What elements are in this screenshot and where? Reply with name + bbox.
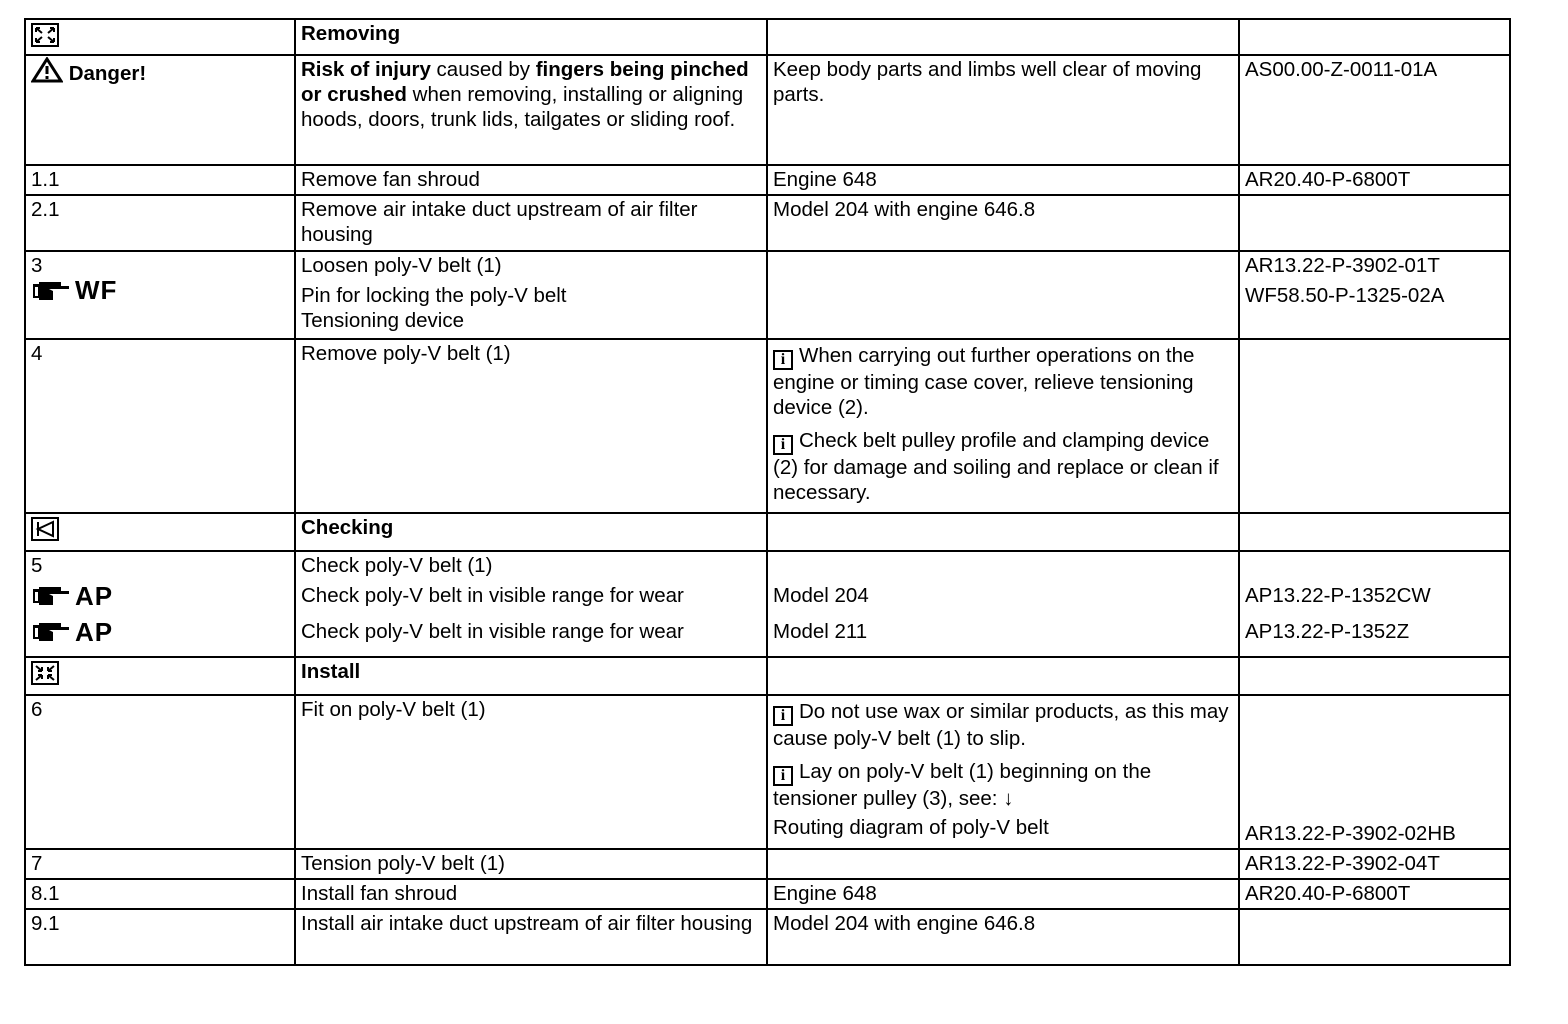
step-action: Install fan shroud xyxy=(295,879,767,909)
info-note: i When carrying out further operations on the engine or timing case cover, relieve tensioning device (2). xyxy=(773,344,1195,419)
step-number: 4 xyxy=(25,339,295,513)
info-note: i Check belt pulley profile and clamping device (2) for damage and soiling and replace or clean if necessary. xyxy=(773,429,1219,504)
step-action: Loosen poly-V belt (1) xyxy=(301,254,502,277)
step-number: 5 xyxy=(31,554,43,577)
step-ref xyxy=(1239,909,1510,965)
table-row xyxy=(25,879,1510,909)
test-procedure-symbol: AP xyxy=(31,614,290,650)
step-ref: AR20.40-P-6800T xyxy=(1239,879,1510,909)
step-action: Tension poly-V belt (1) xyxy=(295,849,767,879)
info-note: i Do not use wax or similar products, as this may cause poly-V belt (1) to slip. xyxy=(773,700,1229,750)
table-row xyxy=(25,339,1510,513)
step-note: Engine 648 xyxy=(767,879,1239,909)
checking-icon xyxy=(31,517,59,541)
step-ref: AR13.22-P-3902-01T xyxy=(1245,254,1440,277)
section-title-install: Install xyxy=(295,657,767,695)
step-ref: AP13.22-P-1352Z xyxy=(1245,620,1410,643)
step-number: 7 xyxy=(25,849,295,879)
table-row xyxy=(25,165,1510,195)
step-action-detail: Check poly-V belt in visible range for wear xyxy=(301,584,684,607)
step-number: 2.1 xyxy=(25,195,295,251)
workshop-equipment-symbol: WF xyxy=(31,278,117,303)
section-row-install xyxy=(25,657,1510,695)
step-action-detail: Check poly-V belt in visible range for wear xyxy=(301,620,684,643)
test-procedure-symbol: AP xyxy=(31,578,290,614)
arrow-down-icon: ↓ xyxy=(1003,787,1014,810)
info-icon: i xyxy=(773,706,793,726)
step-action: Remove fan shroud xyxy=(295,165,767,195)
step-number: 6 xyxy=(25,695,295,849)
install-icon xyxy=(31,661,59,685)
step-action: Install air intake duct upstream of air filter housing xyxy=(295,909,767,965)
step-note: Engine 648 xyxy=(767,165,1239,195)
danger-text: Risk of injury caused by fingers being pinched or crushed when removing, installing or aligning hoods, doors, trunk lids, tailgates or sliding roof. xyxy=(295,55,767,165)
table-row xyxy=(25,551,1510,657)
table-row xyxy=(25,251,1510,339)
procedure-table xyxy=(24,18,1511,966)
table-row xyxy=(25,195,1510,251)
pointing-hand-icon xyxy=(31,621,71,643)
table-row xyxy=(25,849,1510,879)
step-note: Model 204 with engine 646.8 xyxy=(767,195,1239,251)
step-number: 3 xyxy=(31,254,43,277)
step-number: 8.1 xyxy=(25,879,295,909)
section-row-removing xyxy=(25,19,1510,55)
step-note xyxy=(767,849,1239,879)
step-ref xyxy=(1239,195,1510,251)
step-note: Model 204 with engine 646.8 xyxy=(767,909,1239,965)
step-number: 9.1 xyxy=(25,909,295,965)
danger-ref: AS00.00-Z-0011-01A xyxy=(1239,55,1510,165)
step-ref: AR13.22-P-3902-02HB xyxy=(1239,695,1510,849)
section-row-checking xyxy=(25,513,1510,551)
step-action: Fit on poly-V belt (1) xyxy=(295,695,767,849)
danger-row xyxy=(25,55,1510,165)
step-action-detail: Tensioning device xyxy=(301,309,464,332)
step-action-detail: Pin for locking the poly-V belt xyxy=(301,284,567,307)
step-action: Remove air intake duct upstream of air filter housing xyxy=(295,195,767,251)
table-row xyxy=(25,909,1510,965)
section-title-checking: Checking xyxy=(295,513,767,551)
info-icon: i xyxy=(773,766,793,786)
info-note: i Lay on poly-V belt (1) beginning on the tensioner pulley (3), see: ↓ xyxy=(773,760,1152,810)
step-ref: AR13.22-P-3902-04T xyxy=(1239,849,1510,879)
step-ref: AR20.40-P-6800T xyxy=(1239,165,1510,195)
pointing-hand-icon xyxy=(31,280,71,302)
pointing-hand-icon xyxy=(31,585,71,607)
danger-label: Danger! xyxy=(68,62,147,85)
step-note: Model 211 xyxy=(773,620,868,643)
table-row xyxy=(25,695,1510,849)
step-ref: AP13.22-P-1352CW xyxy=(1245,584,1431,607)
step-action: Check poly-V belt (1) xyxy=(301,554,493,577)
routing-diagram-link[interactable]: Routing diagram of poly-V belt xyxy=(773,816,1049,839)
info-icon: i xyxy=(773,435,793,455)
info-icon: i xyxy=(773,350,793,370)
step-action: Remove poly-V belt (1) xyxy=(295,339,767,513)
step-note: Model 204 xyxy=(773,584,869,607)
step-number: 1.1 xyxy=(25,165,295,195)
removing-icon xyxy=(31,23,59,47)
step-ref: WF58.50-P-1325-02A xyxy=(1245,284,1445,307)
warning-triangle-icon xyxy=(31,62,69,85)
danger-note: Keep body parts and limbs well clear of moving parts. xyxy=(767,55,1239,165)
section-title-removing: Removing xyxy=(295,19,767,55)
